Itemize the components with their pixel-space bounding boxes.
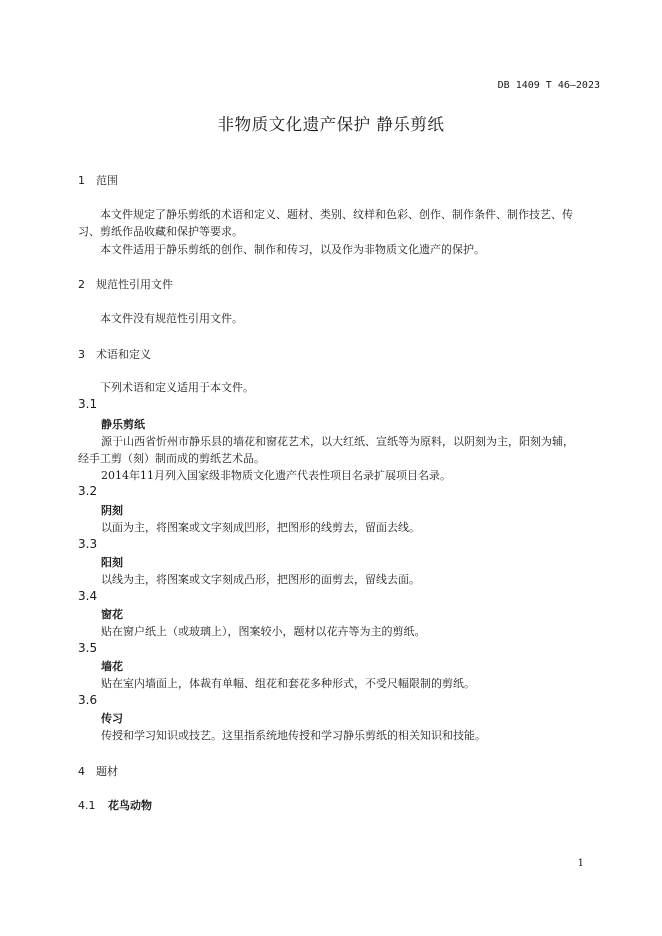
term-number: 3.4 bbox=[78, 589, 98, 603]
term-note: 2014年11月列入国家级非物质文化遗产代表性项目名录扩展项目名录。 bbox=[101, 469, 451, 482]
section-title: 术语和定义 bbox=[96, 348, 151, 361]
term-definition: 源于山西省忻州市静乐县的墙花和窗花艺术，以大红纸、宣纸等为原料，以阴刻为主，阳刻为辅， bbox=[101, 435, 574, 448]
section-number: 4 bbox=[78, 765, 85, 778]
term-definition: 以线为主，将图案或文字刻成凸形，把图形的面剪去，留线去面。 bbox=[101, 573, 420, 586]
term-definition: 以面为主，将图案或文字刻成凹形，把图形的线剪去，留面去线。 bbox=[101, 521, 420, 534]
section-title: 题材 bbox=[96, 765, 118, 778]
term-definition-continuation: 经手工剪（刻）制而成的剪纸艺术品。 bbox=[78, 452, 265, 465]
section-title: 范围 bbox=[96, 174, 118, 187]
paragraph: 下列术语和定义适用于本文件。 bbox=[100, 381, 254, 394]
term-definition: 传授和学习知识或技艺。这里指系统地传授和学习静乐剪纸的相关知识和技能。 bbox=[101, 729, 486, 742]
section-number: 3 bbox=[78, 348, 85, 361]
term-definition: 贴在室内墙面上，体裁有单幅、组花和套花多种形式，不受尺幅限制的剪纸。 bbox=[101, 677, 475, 690]
term-name: 阳刻 bbox=[101, 556, 123, 569]
subsection-heading-4-1 bbox=[78, 797, 152, 813]
paragraph: 本文件没有规范性引用文件。 bbox=[100, 312, 243, 325]
section-heading-1 bbox=[78, 172, 118, 188]
section-heading-2 bbox=[78, 276, 173, 292]
term-definition: 贴在窗户纸上（或玻璃上），图案较小，题材以花卉等为主的剪纸。 bbox=[101, 625, 426, 638]
subsection-number: 4.1 bbox=[78, 799, 96, 812]
subsection-title: 花鸟动物 bbox=[108, 799, 152, 812]
section-number: 1 bbox=[78, 174, 85, 187]
term-name: 窗花 bbox=[101, 608, 123, 621]
term-name: 传习 bbox=[101, 712, 123, 725]
section-number: 2 bbox=[78, 278, 85, 291]
section-heading-4 bbox=[78, 763, 118, 779]
section-title: 规范性引用文件 bbox=[96, 278, 173, 291]
term-number: 3.5 bbox=[78, 641, 98, 655]
document-code: DB 1409 T 46—2023 bbox=[497, 80, 600, 91]
term-number: 3.2 bbox=[78, 484, 98, 498]
page-number: 1 bbox=[577, 858, 584, 869]
paragraph-continuation: 习、剪纸作品收藏和保护等要求。 bbox=[78, 225, 243, 238]
term-name: 静乐剪纸 bbox=[101, 418, 145, 431]
paragraph: 本文件适用于静乐剪纸的创作、制作和传习，以及作为非物质文化遗产的保护。 bbox=[100, 243, 485, 256]
term-name: 阴刻 bbox=[101, 504, 123, 517]
term-name: 墙花 bbox=[101, 660, 123, 673]
paragraph: 本文件规定了静乐剪纸的术语和定义、题材、类别、纹样和色彩、创作、制作条件、制作技艺、传 bbox=[100, 208, 573, 221]
term-number: 3.3 bbox=[78, 537, 98, 551]
section-heading-3 bbox=[78, 346, 151, 362]
document-title: 非物质文化遗产保护 静乐剪纸 bbox=[217, 115, 445, 134]
term-number: 3.1 bbox=[78, 397, 98, 411]
term-number: 3.6 bbox=[78, 693, 98, 707]
